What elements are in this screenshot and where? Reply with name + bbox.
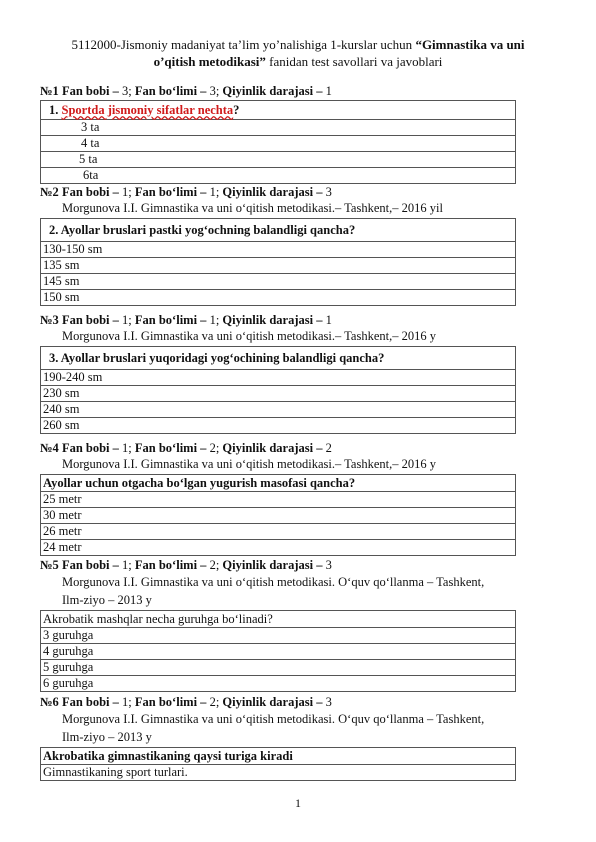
question-meta-2 <box>40 184 556 216</box>
answer-option: 4 ta <box>41 136 516 152</box>
fan-bolimi-label: Fan bo‘limi – <box>134 84 210 98</box>
answer-option: 135 sm <box>41 258 516 274</box>
document-header <box>30 36 566 70</box>
answer-option: 240 sm <box>41 402 516 418</box>
header-subject-title-1: “Gimnastika va uni <box>415 37 525 52</box>
qiyinlik-label: Qiyinlik darajasi – <box>222 313 326 327</box>
answer-option: 230 sm <box>41 386 516 402</box>
header-line-2 <box>30 53 566 70</box>
fan-bolimi-label: Fan bo‘limi – <box>134 313 210 327</box>
answer-option: 3 guruhga <box>41 628 516 644</box>
source-reference: Morgunova I.I. Gimnastika va uni o‘qitish metodikasi.– Tashkent,– 2016 y <box>62 329 436 343</box>
question-meta-1 <box>40 83 556 99</box>
source-reference: Morgunova I.I. Gimnastika va uni o‘qitish metodikasi.– Tashkent,– 2016 y <box>62 457 436 471</box>
question-table-2 <box>40 218 556 306</box>
question-meta-4 <box>40 440 556 472</box>
question-number: №2 <box>40 185 59 199</box>
fan-bobi-label: Fan bobi – <box>61 84 123 98</box>
page-number: 1 <box>295 796 301 810</box>
header-line-1-text: 5112000-Jismoniy madaniyat ta’lim yo’nalishiga 1-kurslar uchun <box>71 37 416 52</box>
qiyinlik-label: Qiyinlik darajasi – <box>222 84 326 98</box>
question-number: №5 <box>40 558 59 572</box>
source-reference: Morgunova I.I. Gimnastika va uni o‘qitish metodikasi. O‘quv qo‘llanma – Tashkent, <box>62 575 485 589</box>
qiyinlik-value: 1 <box>325 84 332 98</box>
fan-bobi-label: Fan bobi – <box>61 558 123 572</box>
fan-bolimi-value: 2; <box>209 441 220 455</box>
qiyinlik-value: 3 <box>325 558 332 572</box>
answer-option: 150 sm <box>41 290 516 306</box>
question-meta-6 <box>40 694 556 746</box>
question-table-6 <box>40 747 556 781</box>
question-suffix: ? <box>233 103 240 117</box>
answer-option: 25 metr <box>41 492 516 508</box>
question-table-5 <box>40 610 556 692</box>
question-text: 3. Ayollar bruslari yuqoridagi yog‘ochining balandligi qancha? <box>41 347 516 370</box>
question-number: №6 <box>40 695 59 709</box>
answer-option: 145 sm <box>41 274 516 290</box>
qiyinlik-value: 2 <box>325 441 332 455</box>
answer-option: 5 ta <box>41 152 516 168</box>
source-reference: Morgunova I.I. Gimnastika va uni o‘qitish metodikasi.– Tashkent,– 2016 yil <box>62 201 443 215</box>
question-text: Akrobatika gimnastikaning qaysi turiga kiradi <box>41 748 516 765</box>
qiyinlik-value: 1 <box>325 313 332 327</box>
answer-option: 260 sm <box>41 418 516 434</box>
header-subject-title-2: o’qitish metodikasi” <box>153 54 266 69</box>
answer-option: Gimnastikaning sport turlari. <box>41 765 516 781</box>
header-line-2-text: fanidan test savollari va javoblari <box>265 54 443 69</box>
question-meta-3 <box>40 312 556 344</box>
answer-option: 6 guruhga <box>41 676 516 692</box>
fan-bolimi-label: Fan bo‘limi – <box>134 558 210 572</box>
fan-bolimi-value: 2; <box>209 558 220 572</box>
answer-option: 26 metr <box>41 524 516 540</box>
fan-bolimi-label: Fan bo‘limi – <box>134 441 210 455</box>
question-table-4 <box>40 474 556 556</box>
question-table-1 <box>40 100 556 184</box>
question-table-3 <box>40 346 556 434</box>
qiyinlik-value: 3 <box>325 185 332 199</box>
question-highlighted-text: Sportda jismoniy sifatlar nechta <box>61 103 234 117</box>
question-text: Ayollar uchun otgacha bo‘lgan yugurish masofasi qancha? <box>41 475 516 492</box>
source-reference: Morgunova I.I. Gimnastika va uni o‘qitish metodikasi. O‘quv qo‘llanma – Tashkent, <box>62 712 485 726</box>
header-line-1 <box>30 36 566 53</box>
fan-bobi-label: Fan bobi – <box>61 441 123 455</box>
source-reference-cont: Ilm-ziyo – 2013 y <box>62 593 152 607</box>
answer-option: 3 ta <box>41 120 516 136</box>
answer-option: 190-240 sm <box>41 370 516 386</box>
fan-bobi-label: Fan bobi – <box>61 695 123 709</box>
fan-bolimi-value: 2; <box>209 695 220 709</box>
fan-bolimi-value: 1; <box>209 313 220 327</box>
answer-option: 24 metr <box>41 540 516 556</box>
question-meta-5 <box>40 557 556 609</box>
qiyinlik-label: Qiyinlik darajasi – <box>222 558 326 572</box>
fan-bolimi-label: Fan bo‘limi – <box>134 185 210 199</box>
answer-option: 130-150 sm <box>41 242 516 258</box>
qiyinlik-label: Qiyinlik darajasi – <box>222 441 326 455</box>
question-text: Akrobatik mashqlar necha guruhga bo‘linadi? <box>41 611 516 628</box>
fan-bobi-value: 1; <box>122 185 132 199</box>
qiyinlik-label: Qiyinlik darajasi – <box>222 695 326 709</box>
question-prefix: 1. <box>49 103 62 117</box>
fan-bobi-value: 3; <box>122 84 132 98</box>
qiyinlik-label: Qiyinlik darajasi – <box>222 185 326 199</box>
answer-option: 4 guruhga <box>41 644 516 660</box>
fan-bolimi-value: 1; <box>209 185 220 199</box>
fan-bobi-value: 1; <box>122 441 132 455</box>
answer-option: 5 guruhga <box>41 660 516 676</box>
question-number: №3 <box>40 313 59 327</box>
fan-bobi-value: 1; <box>122 313 132 327</box>
fan-bolimi-value: 3; <box>209 84 220 98</box>
fan-bobi-value: 1; <box>122 695 132 709</box>
qiyinlik-value: 3 <box>325 695 332 709</box>
question-text: 2. Ayollar bruslari pastki yog‘ochning balandligi qancha? <box>41 219 516 242</box>
question-number: №1 <box>40 84 59 98</box>
fan-bobi-label: Fan bobi – <box>61 313 123 327</box>
question-text <box>41 101 516 120</box>
fan-bobi-label: Fan bobi – <box>61 185 123 199</box>
source-reference-cont: Ilm-ziyo – 2013 y <box>62 730 152 744</box>
fan-bobi-value: 1; <box>122 558 132 572</box>
fan-bolimi-label: Fan bo‘limi – <box>134 695 210 709</box>
question-number: №4 <box>40 441 59 455</box>
answer-option: 6ta <box>41 168 516 184</box>
answer-option: 30 metr <box>41 508 516 524</box>
